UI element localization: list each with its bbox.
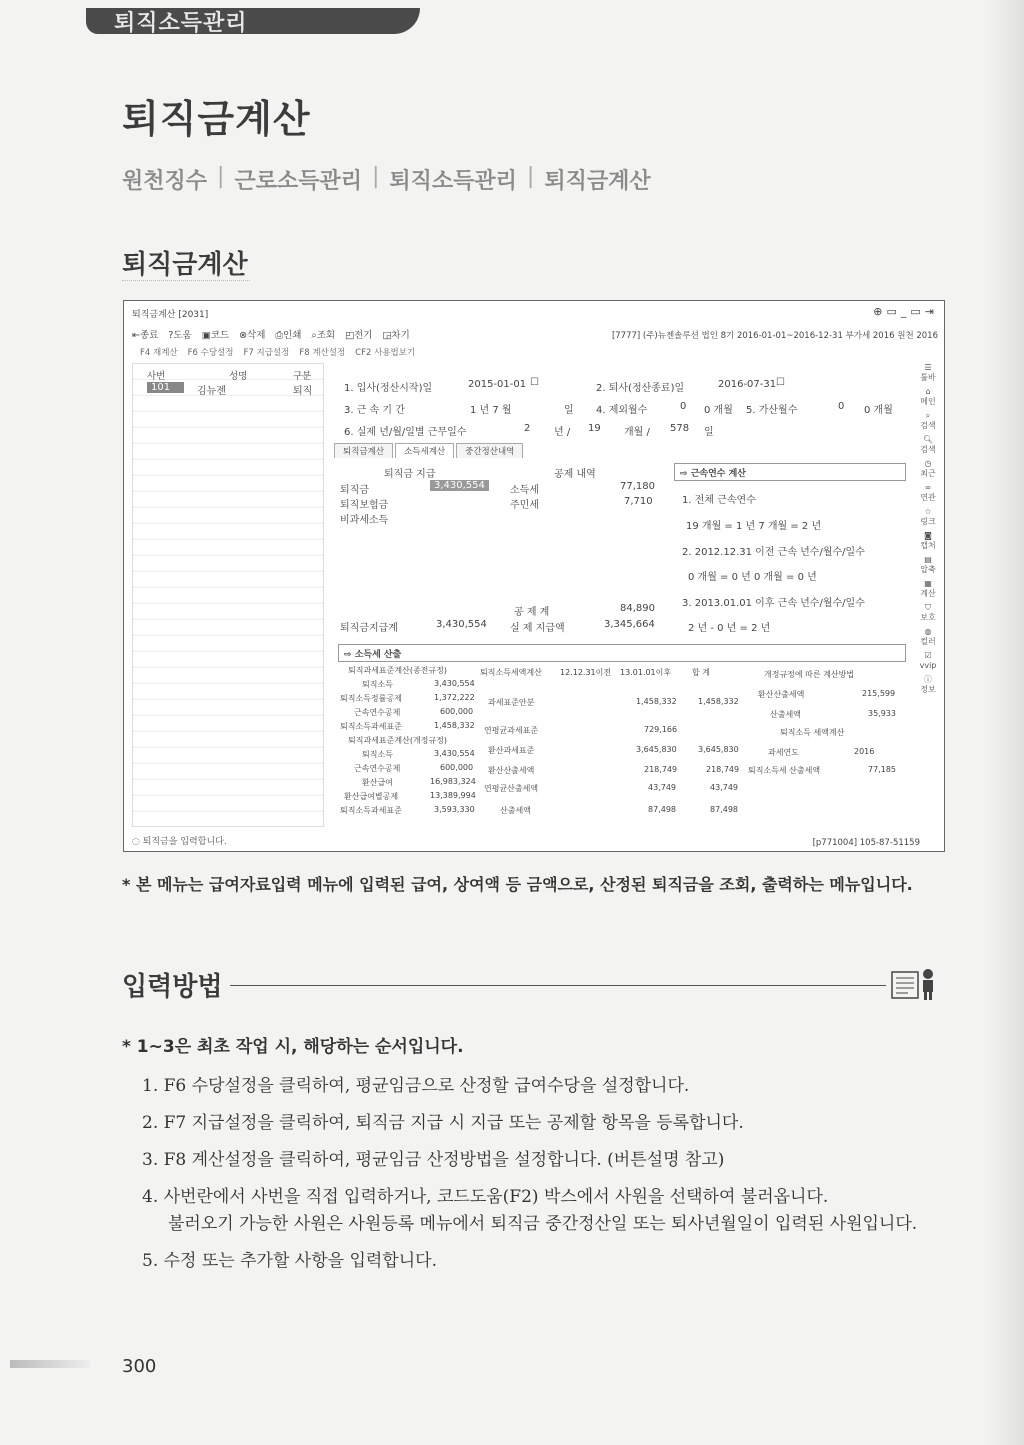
tax-mid-value: 1,458,332 xyxy=(698,697,739,706)
tax-mid-label: 환산과세표준 xyxy=(488,746,535,755)
breadcrumb-item: 퇴직금계산 xyxy=(544,169,651,194)
workdays-days-unit: 일 xyxy=(704,427,714,438)
tax-mid-value: 1,458,332 xyxy=(636,697,677,706)
added-months-text: 0 개월 xyxy=(864,405,893,416)
menu-note: * 본 메뉴는 급여자료입력 메뉴에 입력된 급여, 상여액 등 금액으로, 산정된 퇴직금을 조회, 출력하는 메뉴입니다. xyxy=(122,875,913,894)
breadcrumb-item: 퇴직소득관리 xyxy=(389,169,517,194)
tax-left-value: 3,593,330 xyxy=(434,805,475,814)
link-icon[interactable]: ∞ 연관 xyxy=(920,483,936,502)
step-item-continued: 불러오기 가능한 사원은 사원등록 메뉴에서 퇴직금 중간정산일 또는 퇴사년월일이 입력된 사원입니다. xyxy=(168,1214,918,1234)
fkey-calc[interactable]: F8 계산설정 xyxy=(299,348,346,358)
fkey-allowance[interactable]: F6 수당설정 xyxy=(187,348,234,358)
tax-right-label: 환산산출세액 xyxy=(758,690,805,699)
tenure-line: 2 년 - 0 년 = 2 년 xyxy=(688,623,771,634)
tenure-title: ⇨ 근속연수 계산 xyxy=(680,469,746,479)
breadcrumb xyxy=(122,164,651,195)
tenure-value: 1 년 7 월 xyxy=(470,405,512,416)
page-title: 퇴직금계산 xyxy=(122,97,311,141)
tax-left-value: 3,430,554 xyxy=(434,679,475,688)
section-underline xyxy=(122,280,250,281)
info-icon[interactable]: ⓘ 정보 xyxy=(920,675,936,694)
toolbar-toggle-icon[interactable]: ☰ 툴바 xyxy=(920,363,936,382)
tax-right-label: 과세연도 xyxy=(768,748,799,757)
tax-left-value: 16,983,324 xyxy=(430,777,476,786)
tax-left-value: 1,458,332 xyxy=(434,721,475,730)
tenure-line: 0 개월 = 0 년 0 개월 = 0 년 xyxy=(688,572,817,583)
breadcrumb-sep: | xyxy=(526,164,535,189)
calculator-icon[interactable]: ▦ 계산 xyxy=(920,579,936,598)
retire-date-input[interactable]: 2016-07-31 xyxy=(718,379,777,390)
tax-left-label: 근속연수공제 xyxy=(354,708,401,717)
workdays-years-unit: 년 / xyxy=(554,427,571,438)
deduct-row-value: 7,710 xyxy=(624,496,653,507)
status-right: [p771004] 105-87-51159 xyxy=(812,838,920,848)
excluded-months-text: 0 개월 xyxy=(704,405,733,416)
search-button[interactable]: ⌕조회 xyxy=(311,330,336,341)
steps-list xyxy=(142,1068,917,1280)
step-item: 2. F7 지급설정을 클릭하여, 퇴직금 지급 시 지급 또는 공제할 항목을 등록합니다. xyxy=(142,1113,744,1133)
fkey-recalc[interactable]: F4 재계산 xyxy=(140,348,178,358)
company-info: [7777] (주)뉴젠솔루션 법인 8기 2016-01-01~2016-12-31 부가세 2016 원천 2016 xyxy=(611,331,938,341)
clock-icon[interactable]: ◷ 최근 xyxy=(920,459,936,478)
document-person-icon xyxy=(888,966,944,1000)
tax-right-value: 2016 xyxy=(854,747,875,756)
pay-row-label: 퇴직금 xyxy=(340,485,369,496)
deduct-row-label: 주민세 xyxy=(510,500,539,511)
deduct-sum-label: 공 제 계 xyxy=(514,607,550,618)
tax-left-value: 600,000 xyxy=(440,707,474,716)
star-icon[interactable]: ☆ 링크 xyxy=(920,507,936,526)
home-icon[interactable]: ⌂ 메인 xyxy=(920,387,936,406)
shield-icon[interactable]: ⛉ 보호 xyxy=(920,603,936,622)
page-number: 300 xyxy=(122,1356,157,1377)
workdays-years: 2 xyxy=(524,423,531,434)
tax-mid-value: 3,645,830 xyxy=(698,745,739,754)
tax-left-label: 퇴직과세표준계산(개정규정) xyxy=(348,736,447,745)
fkey-payment[interactable]: F7 지급설정 xyxy=(243,348,290,358)
breadcrumb-sep: | xyxy=(217,164,225,189)
delete-button[interactable]: ⊗삭제 xyxy=(239,330,266,341)
breadcrumb-item: 원천징수 xyxy=(122,169,208,194)
deduct-row-value: 77,180 xyxy=(620,481,655,492)
tax-left-label: 퇴직소득 xyxy=(362,750,393,759)
workdays-label: 6. 실제 년/월/일별 근무일수 xyxy=(344,427,467,438)
title-rule xyxy=(230,985,886,986)
form-area xyxy=(334,363,914,833)
tax-mid-value: 87,498 xyxy=(710,805,738,814)
tax-mid-value: 218,749 xyxy=(644,765,678,774)
pay-row-label: 비과세소득 xyxy=(340,515,389,526)
tax-right-value: 215,599 xyxy=(862,689,896,698)
step-item: 4. 사번란에서 사번을 직접 입력하거나, 코드도움(F2) 박스에서 사원을 선택하여 불러옵니다. xyxy=(142,1187,829,1207)
tenure-line: 2. 2012.12.31 이전 근속 년수/월수/일수 xyxy=(682,547,865,558)
page-bar xyxy=(10,1360,90,1368)
tax-left-label: 근속연수공제 xyxy=(354,764,401,773)
tax-right-value: 77,185 xyxy=(868,765,896,774)
function-keys xyxy=(140,346,415,358)
tax-title: ⇨ 소득세 산출 xyxy=(344,650,402,660)
grid-header-id: 사번 xyxy=(147,371,166,382)
tax-mid-head: 합 계 xyxy=(692,668,710,677)
step-item: 3. F8 계산설정을 클릭하여, 평균임금 산정방법을 설정합니다. (버튼설명 참고) xyxy=(142,1150,725,1170)
pay-title: 퇴직금 지급 xyxy=(384,469,436,480)
hire-date-input[interactable]: 2015-01-01 xyxy=(468,379,527,390)
tax-mid-head: 퇴직소득세액계산 xyxy=(480,668,542,677)
tax-mid-value: 43,749 xyxy=(710,783,738,792)
tax-right-value: 35,933 xyxy=(868,709,896,718)
tax-mid-value: 729,166 xyxy=(644,725,678,734)
tax-left-value: 600,000 xyxy=(440,763,474,772)
tax-left-label: 환산급여별공제 xyxy=(344,792,399,801)
palette-icon[interactable]: ◍ 컬러 xyxy=(920,627,936,646)
deduct-sum-value: 84,890 xyxy=(620,603,655,614)
tax-right-label: 개정규정에 따른 계산방법 xyxy=(764,670,855,679)
workdays-months-unit: 개월 / xyxy=(624,427,650,438)
grid-cell-id[interactable]: 101 xyxy=(147,382,184,393)
net-pay-label: 실 제 지급액 xyxy=(510,623,565,634)
tax-right-label: 퇴직소득 세액계산 xyxy=(780,728,845,737)
next-button[interactable]: ◲차기 xyxy=(382,330,410,341)
grid-cell-type[interactable]: 퇴직 xyxy=(293,386,313,397)
tax-mid-label: 과세표준안분 xyxy=(488,698,535,707)
prev-button[interactable]: ◰전기 xyxy=(345,330,373,341)
tax-mid-value: 218,749 xyxy=(706,765,740,774)
app-window xyxy=(123,300,945,852)
zip-icon[interactable]: ▤ 압축 xyxy=(920,555,936,574)
chapter-tab-text: 퇴직소득관리 xyxy=(114,11,248,36)
pay-total-value: 3,430,554 xyxy=(436,619,487,630)
tenure-label: 3. 근 속 기 간 xyxy=(344,405,405,416)
tax-left-label: 퇴직과세표준계산(종전규정) xyxy=(348,666,447,675)
camera-icon[interactable]: ◙ 캡처 xyxy=(920,531,936,550)
tab-income-tax[interactable]: 소득세계산 xyxy=(395,443,454,458)
magnifier-icon[interactable]: 🔍︎ 검색 xyxy=(920,435,936,454)
tax-mid-value: 43,749 xyxy=(648,783,676,792)
excluded-months-input[interactable]: 0 xyxy=(680,401,687,412)
steps-title: * 1~3은 최초 작업 시, 해당하는 순서입니다. xyxy=(122,1037,464,1057)
tenure-line: 3. 2013.01.01 이후 근속 년수/월수/일수 xyxy=(682,598,865,609)
workdays-days: 578 xyxy=(670,423,690,434)
tax-mid-label: 환산산출세액 xyxy=(488,766,535,775)
grid-header-name: 성명 xyxy=(229,371,248,382)
tab-bar xyxy=(334,443,525,458)
tab-retirement-calc[interactable]: 퇴직금계산 xyxy=(334,443,393,458)
right-sidebar xyxy=(916,363,940,695)
workdays-months: 19 xyxy=(588,423,601,434)
input-method-title: 입력방법 xyxy=(122,972,223,1002)
tax-mid-head: 13.01.01이후 xyxy=(620,668,672,677)
tax-left-label: 퇴직소득정률공제 xyxy=(340,694,402,703)
chapter-tab xyxy=(86,8,420,34)
calendar-icon[interactable]: ☐ xyxy=(530,377,539,388)
employee-grid xyxy=(132,363,324,827)
deduct-row-label: 소득세 xyxy=(510,485,539,496)
hire-date-label: 1. 입사(정산시작)일 xyxy=(344,383,433,394)
tax-mid-label: 산출세액 xyxy=(500,806,531,815)
deduct-title: 공제 내역 xyxy=(554,469,596,480)
tax-right-label: 산출세액 xyxy=(770,710,801,719)
tax-left-value: 1,372,222 xyxy=(434,693,475,702)
excluded-months-label: 4. 제외월수 xyxy=(596,405,648,416)
pay-row-value[interactable]: 3,430,554 xyxy=(430,480,489,491)
step-item: 5. 수정 또는 추가할 사항을 입력합니다. xyxy=(142,1251,437,1271)
tenure-line: 19 개월 = 1 년 7 개월 = 2 년 xyxy=(686,521,822,532)
retire-date-label: 2. 퇴사(정산종료)일 xyxy=(596,383,685,394)
tax-right-label: 퇴직소득세 산출세액 xyxy=(748,766,821,775)
tax-header xyxy=(338,644,906,662)
tax-mid-label: 연평균산출세액 xyxy=(484,784,539,793)
tax-left-label: 퇴직소득과세표준 xyxy=(340,806,402,815)
fkey-usage[interactable]: CF2 사용법보기 xyxy=(355,348,416,358)
tax-mid-head: 12.12.31이전 xyxy=(560,668,612,677)
tenure-day: 일 xyxy=(564,405,574,416)
window-controls[interactable]: ⊕▭_▭⇥ xyxy=(873,305,938,318)
added-months-label: 5. 가산월수 xyxy=(746,405,798,416)
tax-mid-label: 연평균과세표준 xyxy=(484,726,539,735)
toolbar xyxy=(132,327,410,341)
window-title: 퇴직금계산 [2031] xyxy=(132,310,209,320)
tax-left-value: 3,430,554 xyxy=(434,749,475,758)
tax-left-label: 퇴직소득 xyxy=(362,680,393,689)
tax-left-label: 퇴직소득과세표준 xyxy=(340,722,402,731)
grid-header-type: 구분 xyxy=(293,371,312,382)
check-icon[interactable]: ☑ vvip xyxy=(919,651,937,670)
net-pay-value: 3,345,664 xyxy=(604,619,655,630)
grid-cell-name[interactable]: 김뉴젠 xyxy=(197,386,226,397)
tenure-line: 1. 전체 근속연수 xyxy=(682,495,756,506)
tax-left-value: 13,389,994 xyxy=(430,791,476,800)
calendar-icon[interactable]: ☐ xyxy=(776,377,785,388)
section-title: 퇴직금계산 xyxy=(122,250,248,280)
tax-mid-value: 3,645,830 xyxy=(636,745,677,754)
status-text: 퇴직금을 입력합니다. xyxy=(142,837,227,847)
print-button[interactable]: ⎙인쇄 xyxy=(275,330,302,341)
tax-left-label: 환산급여 xyxy=(362,778,393,787)
breadcrumb-sep: | xyxy=(371,164,380,189)
code-button[interactable]: ▣코드 xyxy=(201,330,230,341)
added-months-input[interactable]: 0 xyxy=(838,401,845,412)
step-item: 1. F6 수당설정을 클릭하여, 평균임금으로 산정할 급여수당을 설정합니다. xyxy=(142,1076,690,1096)
pay-total-label: 퇴직금지급계 xyxy=(340,623,398,634)
tax-mid-value: 87,498 xyxy=(648,805,676,814)
tab-interim[interactable]: 중간정산내역 xyxy=(456,443,523,458)
status-bar: ◌ 퇴직금을 입력합니다. xyxy=(132,837,227,847)
close-button[interactable]: ⇤종료 xyxy=(132,330,159,341)
help-button[interactable]: ?도움 xyxy=(168,330,192,341)
pay-row-label: 퇴직보험금 xyxy=(340,500,389,511)
search-icon[interactable]: ⌕ 검색 xyxy=(920,411,936,430)
breadcrumb-item: 근로소득관리 xyxy=(234,169,362,194)
page-shadow xyxy=(984,0,1024,1445)
